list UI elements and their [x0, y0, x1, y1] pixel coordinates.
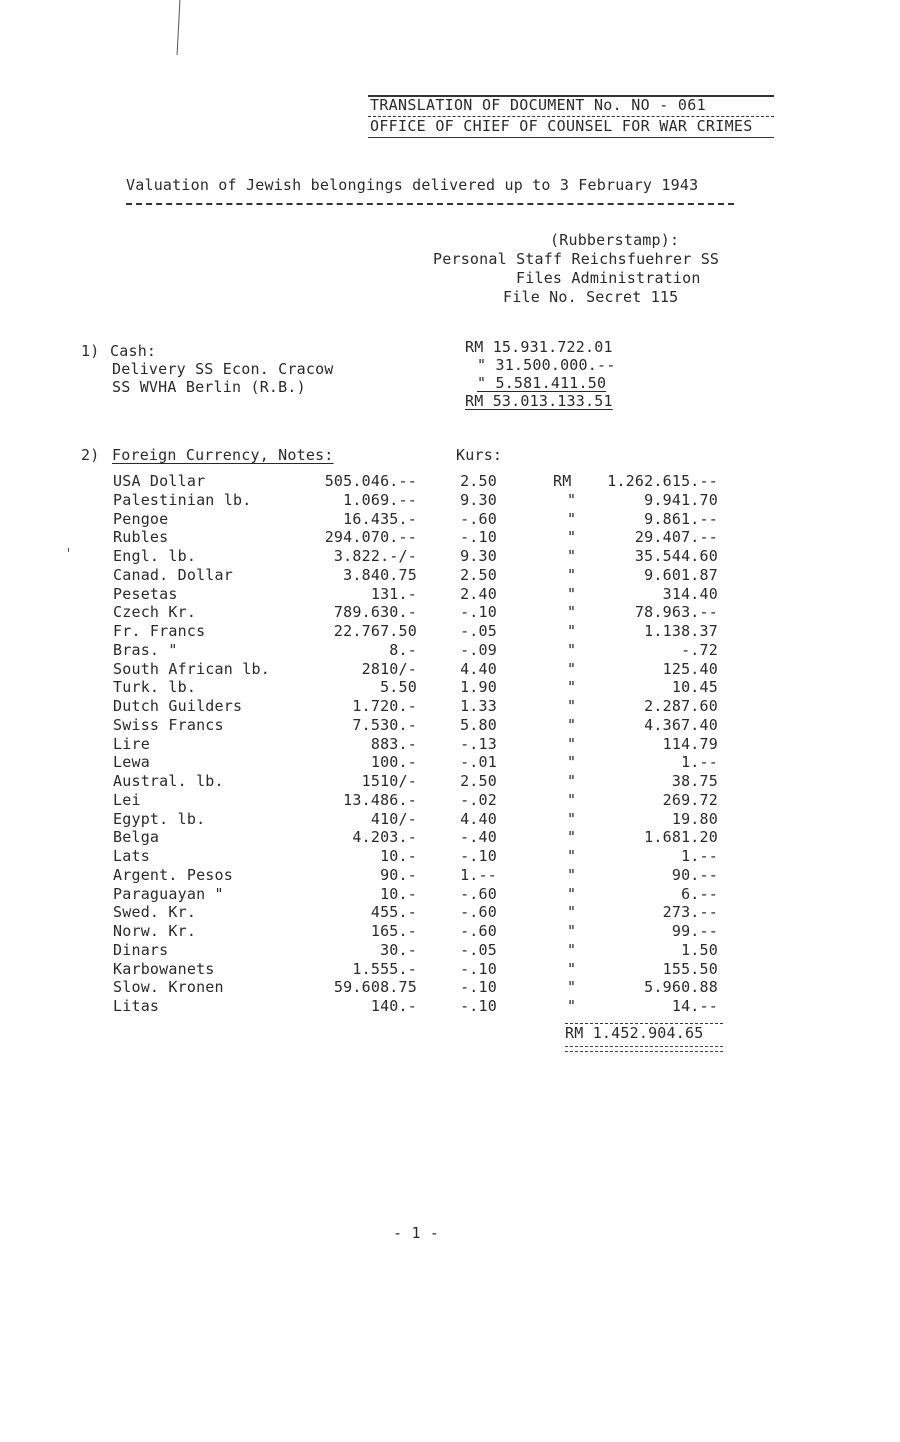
currency-prefix: " [567, 997, 577, 1015]
currency-amount: 16.435.- [343, 510, 417, 528]
currency-name: Argent. Pesos [113, 866, 233, 884]
currency-amount: 410/- [370, 810, 417, 828]
currency-value: 78.963.-- [634, 603, 718, 621]
currency-prefix: " [567, 697, 577, 715]
currency-value: 10.45 [671, 678, 718, 696]
currency-rate: 4.40 [460, 810, 497, 828]
currency-prefix: " [567, 491, 577, 509]
cash-number: 1) [81, 342, 100, 360]
currency-prefix: " [567, 772, 577, 790]
header-bottom-rule [368, 137, 774, 138]
currency-value: 273.-- [662, 903, 718, 921]
currency-prefix: " [567, 622, 577, 640]
currency-amount: 294.070.-- [324, 528, 417, 546]
stamp-line-3: File No. Secret 115 [503, 288, 679, 306]
currency-value: 14.-- [671, 997, 718, 1015]
currency-prefix: " [567, 847, 577, 865]
currency-amount: 30.- [380, 941, 417, 959]
currency-rate: 1.-- [460, 866, 497, 884]
currency-value: 2.287.60 [644, 697, 718, 715]
currency-name: Canad. Dollar [113, 566, 233, 584]
currency-prefix: " [567, 735, 577, 753]
currency-prefix: RM [553, 472, 572, 490]
currency-amount: 100.- [370, 753, 417, 771]
currency-name: Engl. lb. [113, 547, 197, 565]
currency-rate: 5.80 [460, 716, 497, 734]
currency-name: Bras. " [113, 641, 178, 659]
currency-rate: 2.50 [460, 566, 497, 584]
currency-amount: 1510/- [361, 772, 417, 790]
currency-value: 269.72 [662, 791, 718, 809]
currency-prefix: " [567, 978, 577, 996]
currency-total: RM 1.452.904.65 [565, 1024, 704, 1042]
currency-name: Czech Kr. [113, 603, 197, 621]
currency-amount: 1.069.-- [343, 491, 417, 509]
currency-name: USA Dollar [113, 472, 206, 490]
currency-prefix: " [567, 585, 577, 603]
total-double-underline [565, 1046, 723, 1052]
header-line-1: TRANSLATION OF DOCUMENT No. NO - 061 [370, 96, 706, 114]
currency-name: Pesetas [113, 585, 178, 603]
currency-rate: 9.30 [460, 547, 497, 565]
currency-value: 90.-- [671, 866, 718, 884]
currency-rate: 4.40 [460, 660, 497, 678]
currency-rate: -.10 [460, 603, 497, 621]
currency-name: Turk. lb. [113, 678, 197, 696]
cash-item-amount: RM 15.931.722.01 [465, 338, 613, 356]
cash-item-label: SS WVHA Berlin (R.B.) [112, 378, 306, 396]
cash-item-amount: " 5.581.411.50 [477, 374, 607, 392]
currency-value: 6.-- [681, 885, 718, 903]
header-line-2: OFFICE OF CHIEF OF COUNSEL FOR WAR CRIMES [370, 117, 753, 135]
currency-rate: -.05 [460, 941, 497, 959]
currency-rate: -.10 [460, 997, 497, 1015]
currency-prefix: " [567, 678, 577, 696]
currency-value: 1.-- [681, 847, 718, 865]
currency-prefix: " [567, 566, 577, 584]
currency-prefix: " [567, 828, 577, 846]
currency-name: Lire [113, 735, 150, 753]
cash-total: RM 53.013.133.51 [465, 392, 613, 410]
currency-amount: 8.- [389, 641, 417, 659]
currency-name: Slow. Kronen [113, 978, 224, 996]
currency-rate: -.10 [460, 847, 497, 865]
currency-rate: -.10 [460, 960, 497, 978]
currency-name: Fr. Francs [113, 622, 206, 640]
cash-heading: Cash: [110, 342, 157, 360]
currency-rate: -.09 [460, 641, 497, 659]
cash-item-amount: " 31.500.000.-- [477, 356, 616, 374]
currency-prefix: " [567, 641, 577, 659]
rate-heading: Kurs: [456, 446, 503, 464]
currency-amount: 10.- [380, 885, 417, 903]
currency-prefix: " [567, 791, 577, 809]
currency-rate: -.02 [460, 791, 497, 809]
currency-rate: -.60 [460, 903, 497, 921]
currency-name: Litas [113, 997, 160, 1015]
currency-name: Lewa [113, 753, 150, 771]
currency-rate: -.10 [460, 978, 497, 996]
currency-value: 155.50 [662, 960, 718, 978]
currency-name: Pengoe [113, 510, 169, 528]
document-title: Valuation of Jewish belongings delivered up to 3 February 1943 [126, 176, 699, 194]
currency-value: 4.367.40 [644, 716, 718, 734]
currency-value: 9.601.87 [644, 566, 718, 584]
currency-amount: 7.530.- [352, 716, 417, 734]
currency-rate: -.05 [460, 622, 497, 640]
currency-amount: 455.- [370, 903, 417, 921]
currency-name: Egypt. lb. [113, 810, 206, 828]
currency-value: 29.407.-- [634, 528, 718, 546]
currency-amount: 13.486.- [343, 791, 417, 809]
currency-rate: -.10 [460, 528, 497, 546]
currency-number: 2) [81, 446, 100, 464]
title-underline [126, 203, 734, 205]
currency-value: 1.138.37 [644, 622, 718, 640]
currency-name: Austral. lb. [113, 772, 224, 790]
currency-amount: 4.203.- [352, 828, 417, 846]
currency-value: 99.-- [671, 922, 718, 940]
currency-rate: -.60 [460, 885, 497, 903]
currency-value: 314.40 [662, 585, 718, 603]
currency-name: Rubles [113, 528, 169, 546]
currency-rate: 1.33 [460, 697, 497, 715]
currency-rate: 2.50 [460, 472, 497, 490]
currency-rate: 1.90 [460, 678, 497, 696]
currency-value: 35.544.60 [634, 547, 718, 565]
currency-amount: 131.- [370, 585, 417, 603]
currency-value: -.72 [681, 641, 718, 659]
currency-value: 38.75 [671, 772, 718, 790]
stamp-line-2: Files Administration [516, 269, 701, 287]
currency-prefix: " [567, 866, 577, 884]
currency-amount: 3.840.75 [343, 566, 417, 584]
currency-name: Karbowanets [113, 960, 215, 978]
currency-value: 125.40 [662, 660, 718, 678]
scan-mark [177, 0, 181, 55]
currency-name: Lei [113, 791, 141, 809]
currency-name: Paraguayan " [113, 885, 224, 903]
currency-amount: 22.767.50 [333, 622, 417, 640]
currency-name: Palestinian lb. [113, 491, 252, 509]
stamp-line-1: Personal Staff Reichsfuehrer SS [433, 250, 720, 268]
currency-value: 5.960.88 [644, 978, 718, 996]
currency-value: 1.-- [681, 753, 718, 771]
currency-rate: 2.50 [460, 772, 497, 790]
currency-prefix: " [567, 547, 577, 565]
currency-value: 19.80 [671, 810, 718, 828]
currency-amount: 505.046.-- [324, 472, 417, 490]
cash-item-label: Delivery SS Econ. Cracow [112, 360, 334, 378]
currency-prefix: " [567, 903, 577, 921]
scan-mark [68, 548, 69, 552]
currency-prefix: " [567, 810, 577, 828]
currency-amount: 90.- [380, 866, 417, 884]
currency-name: Lats [113, 847, 150, 865]
currency-prefix: " [567, 660, 577, 678]
currency-name: Belga [113, 828, 160, 846]
page-number: - 1 - [393, 1224, 440, 1242]
currency-value: 114.79 [662, 735, 718, 753]
currency-name: Dinars [113, 941, 169, 959]
currency-amount: 1.720.- [352, 697, 417, 715]
currency-value: 9.861.-- [644, 510, 718, 528]
currency-prefix: " [567, 716, 577, 734]
currency-prefix: " [567, 510, 577, 528]
currency-amount: 2810/- [361, 660, 417, 678]
currency-amount: 140.- [370, 997, 417, 1015]
currency-name: Norw. Kr. [113, 922, 197, 940]
currency-rate: 2.40 [460, 585, 497, 603]
currency-rate: 9.30 [460, 491, 497, 509]
currency-name: Swiss Francs [113, 716, 224, 734]
currency-name: Dutch Guilders [113, 697, 243, 715]
stamp-label: (Rubberstamp): [550, 231, 680, 249]
currency-value: 1.262.615.-- [607, 472, 718, 490]
currency-value: 9.941.70 [644, 491, 718, 509]
currency-amount: 3.822.-/- [333, 547, 417, 565]
currency-prefix: " [567, 922, 577, 940]
currency-value: 1.681.20 [644, 828, 718, 846]
currency-name: South African lb. [113, 660, 270, 678]
currency-prefix: " [567, 885, 577, 903]
currency-rate: -.01 [460, 753, 497, 771]
currency-prefix: " [567, 753, 577, 771]
currency-prefix: " [567, 960, 577, 978]
currency-prefix: " [567, 603, 577, 621]
currency-rate: -.13 [460, 735, 497, 753]
currency-amount: 10.- [380, 847, 417, 865]
currency-amount: 789.630.- [333, 603, 417, 621]
currency-rate: -.60 [460, 922, 497, 940]
currency-prefix: " [567, 941, 577, 959]
currency-name: Swed. Kr. [113, 903, 197, 921]
currency-amount: 5.50 [380, 678, 417, 696]
currency-prefix: " [567, 528, 577, 546]
currency-amount: 883.- [370, 735, 417, 753]
currency-amount: 165.- [370, 922, 417, 940]
currency-amount: 1.555.- [352, 960, 417, 978]
currency-rate: -.60 [460, 510, 497, 528]
currency-rate: -.40 [460, 828, 497, 846]
currency-heading: Foreign Currency, Notes: [112, 446, 334, 464]
currency-value: 1.50 [681, 941, 718, 959]
currency-amount: 59.608.75 [333, 978, 417, 996]
